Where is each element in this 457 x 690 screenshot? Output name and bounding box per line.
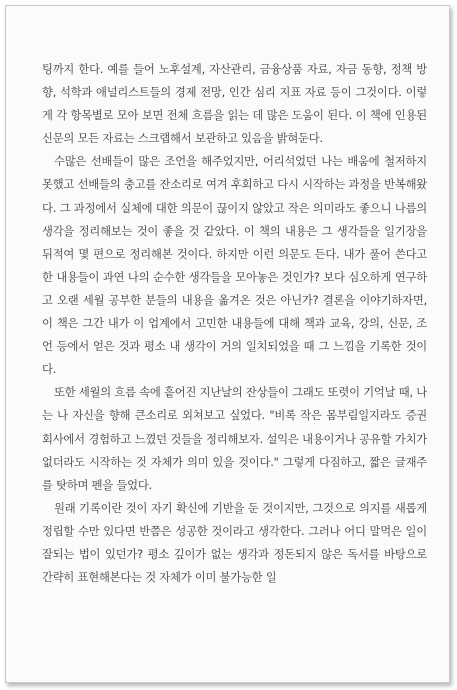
paragraph-1: 팅까지 한다. 예를 들어 노후설계, 자산관리, 금융상품 자료, 자금 동향, 정책 방향, 석학과 애널리스트들의 경제 전망, 인간 심리 지표 자료 등이 그것이다. 이렇게 각 항목별로 모아 보면 전체 흐름을 읽는 데 많은 도움이 된다. 이 책에 인용된 신문의 모든 자료는 스크랩해서 보관하고 있음을 밝혀둔다. xyxy=(42,63,427,146)
body-text xyxy=(42,58,427,589)
paragraph-2: 수많은 선배들이 많은 조언을 해주었지만, 어리석었던 나는 배움에 철저하지 못했고 선배들의 충고를 잔소리로 여겨 후회하고 다시 시작하는 과정을 반복해왔다. 그 과정에서 실체에 대한 의문이 끊이지 않았고 작은 의미라도 좋으니 나름의 생각을 정리해보는 것이 좋을 것 같았다. 이 책의 내용은 그 생각들을 일기장을 뒤적여 몇 편으로 정리해본 것이다. 하지만 이런 의문도 든다. 내가 풀어 쓴다고 한 내용들이 과연 나의 순수한 생각들을 모아놓은 것인가? 보다 심오하게 연구하고 오랜 세월 공부한 분들의 내용을 옮겨온 것은 아닌가? 결론을 이야기하자면, 이 책은 그간 내가 이 업계에서 고민한 내용들에 대해 책과 교육, 강의, 신문, 조언 등에서 얻은 것과 평소 내 생각이 거의 일치되었을 때 그 느낌을 기록한 것이다. xyxy=(42,155,427,377)
book-page xyxy=(5,5,450,683)
paragraph-3: 또한 세월의 흐름 속에 흩어진 지난날의 잔상들이 그래도 또렷이 기억날 때, 나는 나 자신을 향해 큰소리로 외쳐보고 싶었다. "비록 작은 몸부림일지라도 증권회사에서 경험하고 느꼈던 것들을 정리해보자. 설익은 내용이거나 공유할 가치가 없더라도 시작하는 것 자체가 의미 있을 것이다." 그렇게 다짐하고, 짧은 글재주를 탓하며 펜을 들었다. xyxy=(42,386,427,492)
paragraph-4: 원래 기록이란 것이 자기 확신에 기반을 둔 것이지만, 그것으로 의지를 새롭게 정립할 수만 있다면 반쯤은 성공한 것이라고 생각한다. 그러나 어디 말먹은 일이 잘되는 법이 있던가? 평소 깊이가 없는 생각과 정돈되지 않은 독서를 바탕으로 간략히 표현해본다는 것 자체가 이미 불가능한 일 xyxy=(42,501,427,585)
